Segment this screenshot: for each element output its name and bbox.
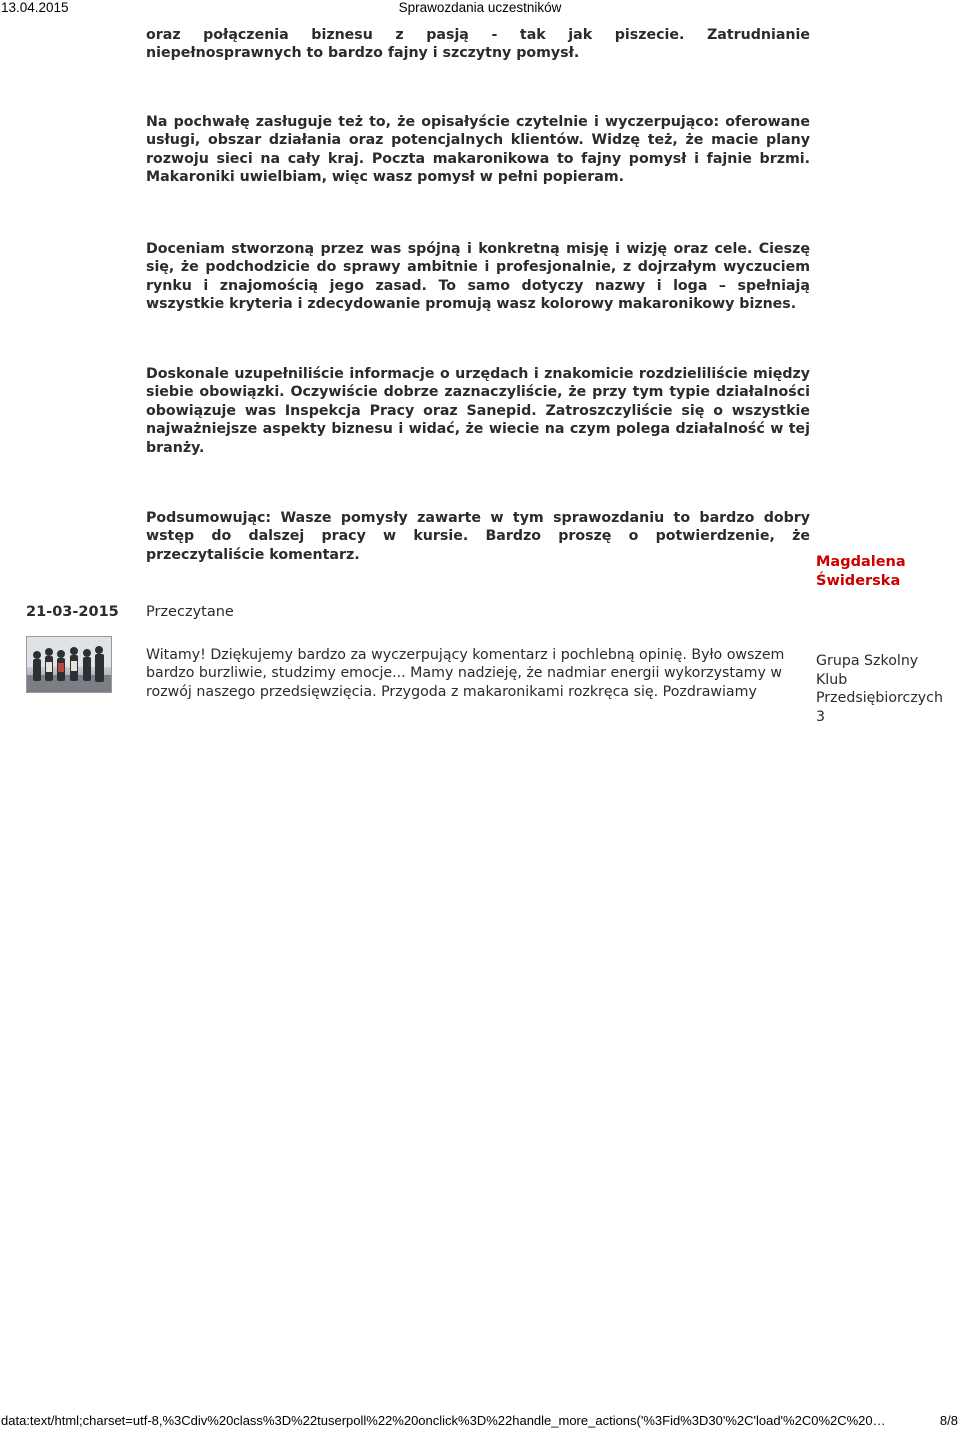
page-title: Sprawozdania uczestników bbox=[398, 0, 562, 15]
comment-text: Podsumowując: Wasze pomysły zawarte w tym sprawozdaniu to bardzo dobry wstęp do dalszej pracy w kursie. Bardzo proszę o potwierdzenie, że przeczytaliście komentarz. bbox=[146, 510, 810, 563]
group-photo[interactable] bbox=[26, 636, 112, 693]
comment-text: Doskonale uzupełniliście informacje o urzędach i znakomicie rozdzieliliście między siebie obowiązki. Oczywiście dobrze zaznaczyliście, że przy tym typie działalności obowiązuje was Inspekcja Pracy oraz Sanepid. Zatroszczyliście się o wszystkie najważniejsze aspekty biznesu i widać, że wiecie na czym polega działalność w tej branży. bbox=[146, 366, 810, 456]
comment-text: Na pochwałę zasługuje też to, że opisałyście czytelnie i wyczerpująco: oferowane usługi, obszar działania oraz potencjalnych klientów. Widzę też, że macie plany rozwoju sieci na cały kraj. Poczta makaronikowa to fajny pomysł i fajnie brzmi. Makaroniki uwielbiam, więc wasz pomysł w pełni popieram. bbox=[146, 114, 810, 186]
print-date: 13.04.2015 bbox=[1, 0, 69, 15]
comment-author[interactable]: Magdalena Świderska bbox=[816, 554, 906, 589]
reply-text: Witamy! Dziękujemy bardzo za wyczerpujący komentarz i pochlebną opinię. Było owszem bardzo burzliwie, studzimy emocje... Mamy nadzieję, że nadmiar energii wykorzystamy w rozwój naszego przedsięwzięcia. Przygoda z makaronikami rozkręca się. Pozdrawiamy bbox=[146, 647, 785, 700]
comment-text: Doceniam stworzoną przez was spójną i konkretną misję i wizję oraz cele. Cieszę się, że podchodzicie do sprawy ambitnie i profesjonalnie, z dojrzałym wyczuciem rynku i znajomością jego zasad. To samo dotyczy nazwy i loga – spełniają wszystkie kryteria i zdecydowanie promują wasz kolorowy makaronikowy biznes. bbox=[146, 241, 810, 313]
reply-author-group[interactable]: Grupa Szkolny Klub Przedsiębiorczych 3 bbox=[816, 653, 943, 725]
group-photo-image bbox=[27, 637, 111, 692]
page-url: data:text/html;charset=utf-8,%3Cdiv%20class%3D%22tuserpoll%22%20onclick%3D%22handle_more_actions('%3Fid%3D30'%2C'load'%2C0%2C%20… bbox=[1, 1413, 886, 1428]
page-number: 8/8 bbox=[939, 1413, 958, 1428]
comment-paragraph bbox=[146, 26, 810, 63]
comment-paragraph bbox=[146, 509, 810, 564]
comment-paragraph bbox=[146, 113, 810, 187]
comment-text: oraz połączenia biznesu z pasją - tak jak piszecie. Zatrudnianie niepełnosprawnych to bardzo fajny i szczytny pomysł. bbox=[146, 27, 810, 62]
read-status: Przeczytane bbox=[146, 604, 234, 620]
print-footer bbox=[0, 1413, 960, 1431]
comment-paragraph bbox=[146, 240, 810, 314]
comment-date: 21-03-2015 bbox=[26, 604, 119, 620]
comment-paragraph bbox=[146, 365, 810, 457]
print-header bbox=[0, 0, 960, 16]
